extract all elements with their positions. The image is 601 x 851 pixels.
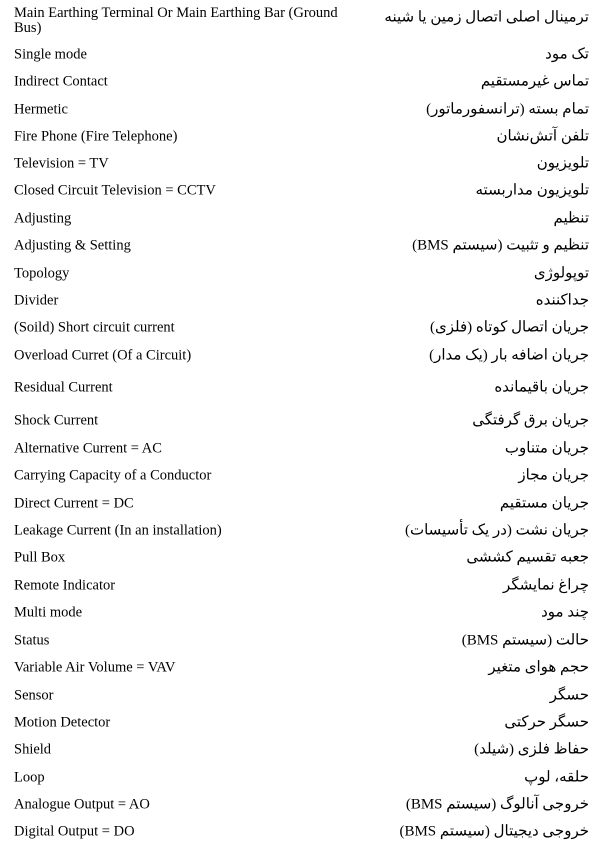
persian-term: تلویزیون مداربسته [475, 182, 589, 199]
glossary-row [0, 100, 601, 120]
english-term: Sensor [14, 687, 54, 704]
english-term: Status [14, 632, 50, 649]
english-term: Loop [14, 769, 45, 786]
persian-term: حلقه، لوپ [524, 769, 589, 786]
english-term: Shock Current [14, 412, 99, 429]
english-term: Pull Box [14, 549, 66, 566]
persian-term: توپولوژی [533, 265, 589, 282]
glossary-row [0, 686, 601, 706]
glossary-row [0, 548, 601, 568]
persian-term: حالت (سیستم BMS) [461, 632, 589, 649]
english-term: Closed Circuit Television = CCTV [14, 182, 216, 199]
glossary-row [0, 236, 601, 256]
glossary-row [0, 795, 601, 815]
persian-term: جریان مجاز [518, 467, 589, 484]
persian-term: حفاظ فلزی (شیلد) [474, 741, 589, 758]
glossary-row [0, 713, 601, 733]
english-term: Variable Air Volume = VAV [14, 659, 176, 676]
glossary-row [0, 603, 601, 623]
persian-term: تک مود [545, 46, 589, 63]
english-term: Indirect Contact [14, 73, 108, 90]
glossary-row [0, 576, 601, 596]
glossary-row [0, 411, 601, 431]
english-term: Topology [14, 265, 70, 282]
glossary-row [0, 209, 601, 229]
english-term: Digital Output = DO [14, 823, 135, 840]
english-term: Alternative Current = AC [14, 440, 162, 457]
persian-term: جریان مستقیم [499, 495, 589, 512]
persian-term: جریان برق گرفتگی [472, 412, 589, 429]
glossary-row [0, 439, 601, 459]
english-term: Divider [14, 292, 59, 309]
glossary-row [0, 154, 601, 174]
english-term: Hermetic [14, 101, 68, 118]
persian-term: تلفن آتش‌نشان [496, 128, 589, 145]
english-term: Analogue Output = AO [14, 796, 150, 813]
glossary-row [0, 4, 601, 38]
persian-term: تماس غیرمستقیم [480, 73, 589, 90]
english-term: Shield [14, 741, 52, 758]
english-term: Leakage Current (In an installation) [14, 522, 222, 539]
glossary-row [0, 346, 601, 366]
english-term: Overload Curret (Of a Circuit) [14, 347, 192, 364]
persian-term: جریان متناوب [504, 440, 589, 457]
persian-term: جریان اضافه بار (یک مدار) [429, 347, 589, 364]
glossary-row [0, 45, 601, 65]
english-term: Multi mode [14, 604, 83, 621]
persian-term: جریان باقیمانده [494, 379, 589, 396]
glossary-row [0, 378, 601, 398]
glossary-row [0, 72, 601, 92]
glossary-row [0, 494, 601, 514]
persian-term: جریان اتصال کوتاه (فلزی) [429, 319, 589, 336]
glossary-row [0, 658, 601, 678]
english-term: Residual Current [14, 379, 113, 396]
persian-term: حجم هوای متغیر [488, 659, 589, 676]
persian-term: تلویزیون [536, 155, 589, 172]
persian-term: خروجی دیجیتال (سیستم BMS) [399, 823, 589, 840]
persian-term: چراغ نمایشگر [503, 577, 589, 594]
glossary-row [0, 127, 601, 147]
english-term: Fire Phone (Fire Telephone) [14, 128, 178, 145]
persian-term: حسگر [549, 687, 589, 704]
persian-term: ترمینال اصلی اتصال زمین یا شینه [384, 9, 589, 26]
glossary-row [0, 466, 601, 486]
persian-term: جریان نشت (در یک تأسیسات) [404, 522, 589, 539]
glossary-row [0, 631, 601, 651]
glossary-row [0, 822, 601, 842]
persian-term: تنظیم و تثبیت (سیستم BMS) [412, 237, 589, 254]
english-term: Main Earthing Terminal Or Main Earthing Bar (Ground Bus) [14, 5, 338, 36]
english-term: Motion Detector [14, 714, 111, 731]
english-term: Single mode [14, 46, 87, 63]
persian-term: حسگر حرکتی [504, 714, 589, 731]
glossary-row [0, 740, 601, 760]
english-term: Remote Indicator [14, 577, 116, 594]
glossary-row [0, 264, 601, 284]
english-term: (Soild) Short circuit current [14, 319, 175, 336]
glossary-row [0, 318, 601, 338]
glossary-row [0, 521, 601, 541]
english-term: Television = TV [14, 155, 109, 172]
persian-term: تنظیم [553, 210, 589, 227]
persian-term: جعبه تقسیم کششی [466, 549, 589, 566]
persian-term: تمام بسته (ترانسفورماتور) [426, 101, 589, 118]
glossary-row [0, 768, 601, 788]
glossary-row [0, 291, 601, 311]
english-term: Adjusting & Setting [14, 237, 131, 254]
persian-term: خروجی آنالوگ (سیستم BMS) [405, 796, 589, 813]
persian-term: چند مود [541, 604, 589, 621]
persian-term: جداکننده [535, 292, 589, 309]
english-term: Direct Current = DC [14, 495, 134, 512]
glossary-row [0, 181, 601, 201]
english-term: Adjusting [14, 210, 72, 227]
english-term: Carrying Capacity of a Conductor [14, 467, 212, 484]
